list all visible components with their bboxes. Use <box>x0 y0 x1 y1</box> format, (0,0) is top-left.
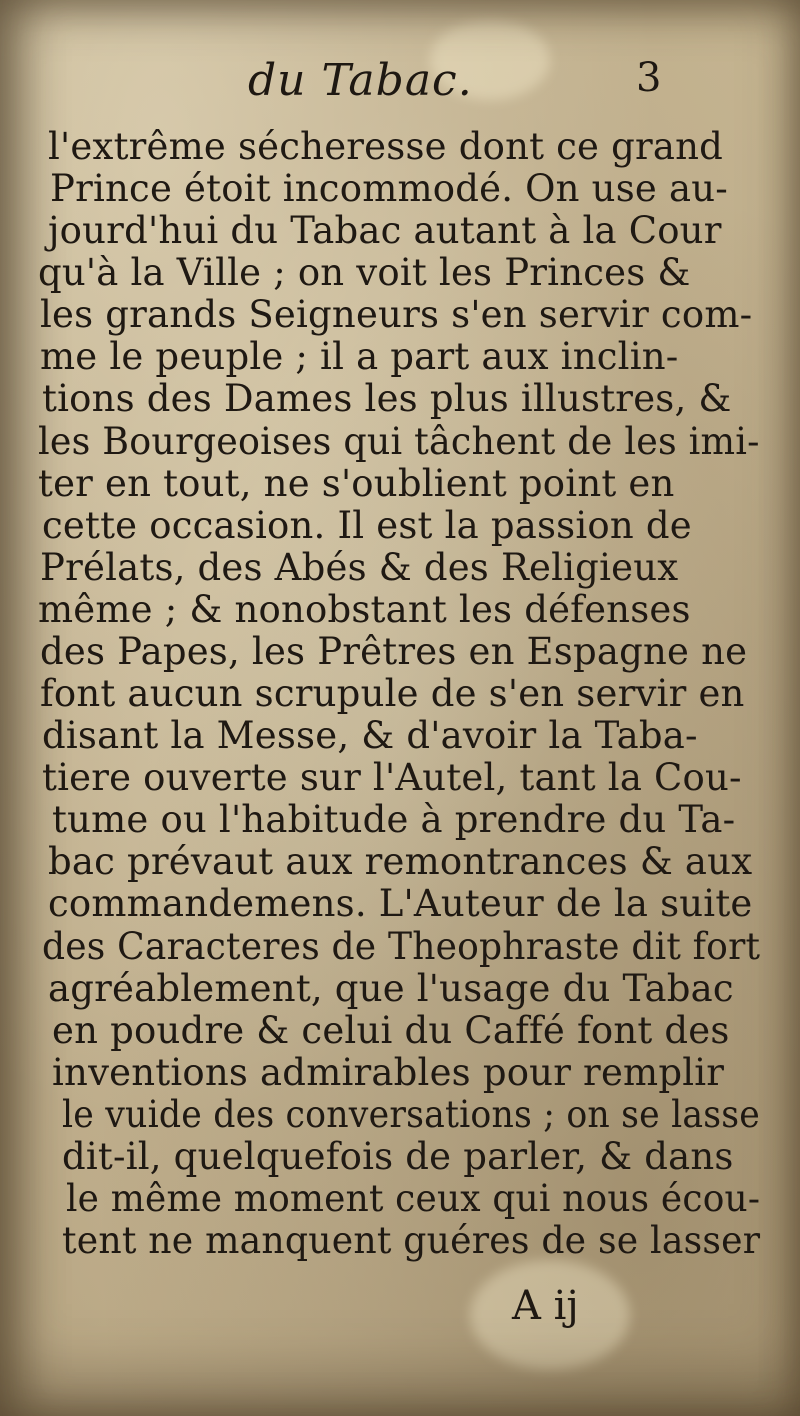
text-line: l'extrême sécheresse dont ce grand <box>48 125 724 168</box>
text-line: des Caracteres de Theophraste dit fort <box>42 925 761 968</box>
text-line: qu'à la Ville ; on voit les Princes & <box>38 251 691 294</box>
text-line: le même moment ceux qui nous écou- <box>66 1177 761 1220</box>
text-line: me le peuple ; il a part aux inclin- <box>40 335 679 378</box>
text-line: tent ne manquent guéres de se lasser <box>62 1219 761 1262</box>
text-line: tume ou l'habitude à prendre du Ta- <box>52 798 736 841</box>
signature-mark: A ij <box>512 1283 579 1329</box>
page-number: 3 <box>636 55 662 101</box>
text-line: les grands Seigneurs s'en servir com- <box>40 293 753 336</box>
text-line: inventions admirables pour remplir <box>52 1051 725 1094</box>
text-line: Prélats, des Abés & des Religieux <box>40 546 679 589</box>
text-line: tiere ouverte sur l'Autel, tant la Cou- <box>42 756 742 799</box>
running-title: du Tabac. <box>248 55 473 106</box>
text-line: commandemens. L'Auteur de la suite <box>48 882 753 925</box>
text-line: disant la Messe, & d'avoir la Taba- <box>42 714 698 757</box>
text-line: bac prévaut aux remontrances & aux <box>48 840 753 883</box>
text-line: ter en tout, ne s'oublient point en <box>38 462 675 505</box>
text-line: font aucun scrupule de s'en servir en <box>40 672 745 715</box>
text-line: dit-il, quelquefois de parler, & dans <box>62 1135 734 1178</box>
text-line: même ; & nonobstant les défenses <box>38 588 691 631</box>
text-line: tions des Dames les plus illustres, & <box>42 377 732 420</box>
text-line: cette occasion. Il est la passion de <box>42 504 692 547</box>
page-header <box>0 55 800 125</box>
text-line: les Bourgeoises qui tâchent de les imi- <box>38 420 760 463</box>
text-line: le vuide des conversations ; on se lasse <box>62 1093 761 1136</box>
text-line: des Papes, les Prêtres en Espagne ne <box>40 630 748 673</box>
text-line: en poudre & celui du Caffé font des <box>52 1009 730 1052</box>
text-line: Prince étoit incommodé. On use au- <box>50 167 728 210</box>
text-line: agréablement, que l'usage du Tabac <box>48 967 734 1010</box>
text-line: jourd'hui du Tabac autant à la Cour <box>48 209 722 252</box>
